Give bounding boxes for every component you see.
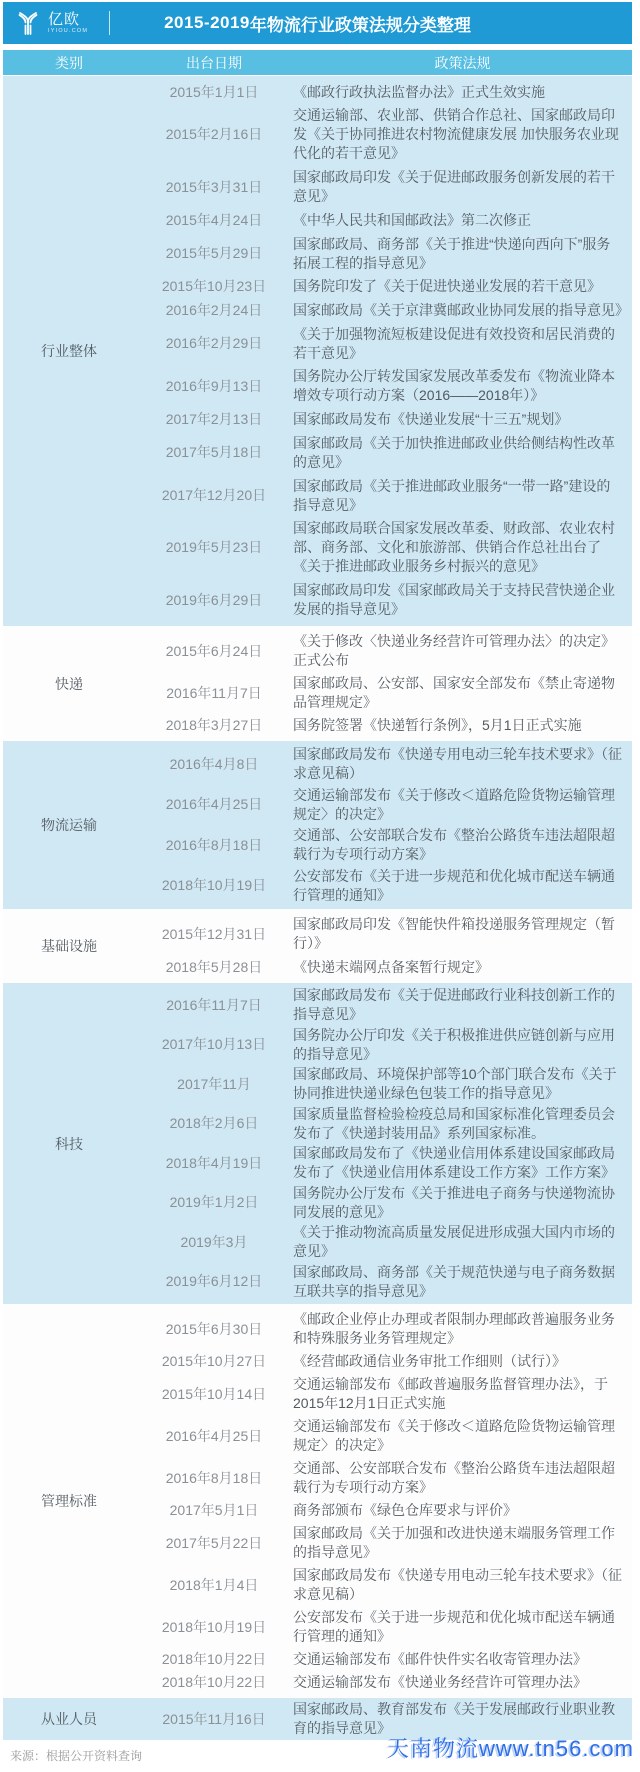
table-row xyxy=(135,826,632,864)
date-cell: 2018年10月22日 xyxy=(161,1674,267,1690)
date-cell: 2016年8月18日 xyxy=(165,836,263,853)
table-row xyxy=(135,519,632,576)
date-cell: 2016年2月24日 xyxy=(165,302,263,319)
table-row xyxy=(135,1105,632,1143)
table-row xyxy=(135,106,632,163)
date-cell: 2016年2月29日 xyxy=(165,335,263,352)
date-cell: 2016年8月18日 xyxy=(165,1469,263,1486)
date-cell: 2015年2月16日 xyxy=(165,126,263,143)
table-row xyxy=(135,1310,632,1348)
date-cell: 2015年3月31日 xyxy=(165,178,263,195)
policy-cell: 交通部、公安部联合发布《整治公路货车违法超限超载行为专项行动方案》 xyxy=(293,1460,615,1495)
date-cell: 2019年6月29日 xyxy=(165,591,263,608)
date-cell: 2018年10月19日 xyxy=(161,877,267,894)
table-row xyxy=(135,1352,632,1371)
policy-cell: 《邮政企业停止办理或者限制办理邮政普遍服务业务和特殊服务业务管理规定》 xyxy=(293,1311,615,1346)
policy-cell: 交通部、公安部联合发布《整治公路货车违法超限超载行为专项行动方案》 xyxy=(293,827,615,863)
policy-cell: 《中华人民共和国邮政法》第二次修正 xyxy=(293,211,531,228)
table-row xyxy=(135,235,632,273)
table-row xyxy=(135,168,632,206)
date-cell: 2016年4月25日 xyxy=(165,1427,263,1444)
policy-cell: 国家邮政局、商务部《关于推进“快递向西向下”服务拓展工程的指导意见》 xyxy=(293,235,611,271)
policy-cell: 国务院签署《快递暂行条例》，5月1日正式实施 xyxy=(293,717,582,733)
yiou-logo xyxy=(15,10,110,36)
table-row xyxy=(135,83,632,102)
title-text: 年物流行业政策法规分类整理 xyxy=(249,15,471,35)
policy-cell: 国家邮政局印发《国家邮政局关于支持民营快递企业发展的指导意见》 xyxy=(293,582,615,618)
date-cell: 2015年12月31日 xyxy=(161,925,267,942)
category-section xyxy=(3,983,632,1304)
date-cell: 2016年4月25日 xyxy=(165,796,263,813)
policy-cell: 国家邮政局、商务部《关于规范快递与电子商务数据互联共享的指导意见》 xyxy=(293,1263,615,1299)
date-cell: 2018年4月19日 xyxy=(165,1154,263,1171)
policy-cell: 国家邮政局《关于加强和改进快递末端服务管理工作的指导意见》 xyxy=(293,1525,615,1560)
column-header-date: 出台日期 xyxy=(186,54,242,71)
rows-container xyxy=(135,76,632,626)
date-cell: 2015年6月30日 xyxy=(165,1320,263,1337)
table-row xyxy=(135,367,632,405)
table-row xyxy=(135,1263,632,1301)
table-row xyxy=(135,1375,632,1413)
date-cell: 2019年6月12日 xyxy=(165,1273,263,1289)
date-cell: 2015年10月14日 xyxy=(161,1385,267,1402)
yiou-y-icon xyxy=(15,10,41,36)
logo-divider xyxy=(109,11,110,35)
date-cell: 2015年10月27日 xyxy=(161,1353,267,1369)
table-row xyxy=(135,745,632,783)
rows-container xyxy=(135,626,632,741)
policy-cell: 国家邮政局《关于京津冀邮政业协同发展的指导意见》 xyxy=(293,302,629,319)
policy-cell: 交通运输部发布《关于修改＜道路危险货物运输管理规定〉的决定》 xyxy=(293,786,615,822)
policy-cell: 《快递末端网点备案暂行规定》 xyxy=(293,958,489,975)
date-cell: 2017年10月13日 xyxy=(161,1036,267,1053)
policy-cell: 交通运输部发布《邮政普遍服务监督管理办法》，于2015年12月1日正式实施 xyxy=(293,1376,608,1411)
policy-cell: 交通运输部、农业部、供销合作总社、国家邮政局印发《关于协同推进农村物流健康发展 加快服务农业现代化的若干意见》 xyxy=(293,107,619,162)
date-cell: 2017年5月1日 xyxy=(169,1502,259,1518)
date-cell: 2019年3月 xyxy=(180,1233,248,1250)
policy-cell: 国家邮政局发布《关于促进邮政行业科技创新工作的指导意见》 xyxy=(293,987,615,1023)
table-row xyxy=(135,1065,632,1103)
category-cell: 科技 xyxy=(55,1135,83,1152)
policy-cell: 国家邮政局《关于加快推进邮政业供给侧结构性改革的意见》 xyxy=(293,434,615,470)
policy-cell: 国家邮政局《关于推进邮政业服务“一带一路”建设的指导意见》 xyxy=(293,477,611,513)
date-cell: 2017年2月13日 xyxy=(165,411,263,428)
table-row xyxy=(135,867,632,905)
rows-container xyxy=(135,909,632,983)
policy-cell: 公安部发布《关于进一步规范和优化城市配送车辆通行管理的通知》 xyxy=(293,867,615,903)
policy-cell: 国务院办公厅转发国家发展改革委发布《物流业降本增效专项行动方案（2016——2018年）》 xyxy=(293,368,615,404)
date-cell: 2018年10月22日 xyxy=(161,1651,267,1667)
policy-cell: 交通运输部发布《关于修改＜道路危险货物运输管理规定〉的决定》 xyxy=(293,1418,615,1453)
table-row xyxy=(135,716,632,735)
table-row xyxy=(135,915,632,953)
rows-container xyxy=(135,983,632,1304)
date-cell: 2015年5月29日 xyxy=(165,245,263,262)
rows-container xyxy=(135,1304,632,1698)
category-cell: 快递 xyxy=(55,675,83,692)
policy-cell: 国务院印发了《关于促进快递业发展的若干意见》 xyxy=(293,278,601,295)
date-cell: 2017年5月22日 xyxy=(165,1534,263,1551)
date-cell: 2018年5月28日 xyxy=(165,958,263,975)
date-cell: 2017年5月18日 xyxy=(165,444,263,461)
table-row xyxy=(135,211,632,230)
policy-cell: 国家邮政局发布《快递专用电动三轮车技术要求》（征求意见稿） xyxy=(293,746,622,782)
date-cell: 2016年11月7日 xyxy=(166,684,262,701)
column-header-row xyxy=(3,50,632,75)
logo-subtext: IYIOU.COM xyxy=(48,27,89,34)
policy-cell: 国家邮政局、公安部、国家安全部发布《禁止寄递物品管理规定》 xyxy=(293,675,615,710)
source-note: 来源：根据公开资料查询 xyxy=(10,1749,143,1763)
table-row xyxy=(135,1026,632,1064)
column-header-policy: 政策法规 xyxy=(434,54,491,71)
table-row xyxy=(135,277,632,296)
table-row xyxy=(135,1184,632,1222)
title-year-range: 2015-2019 xyxy=(164,13,250,32)
table-row xyxy=(135,477,632,515)
category-section xyxy=(3,741,632,909)
policy-cell: 《关于修改〈快递业务经营许可管理办法〉的决定》正式公布 xyxy=(293,633,615,668)
policy-cell: 《关于推动物流高质量发展促进形成强大国内市场的意见》 xyxy=(293,1224,615,1260)
date-cell: 2018年1月4日 xyxy=(169,1576,259,1593)
rows-container xyxy=(135,741,632,909)
date-cell: 2016年4月8日 xyxy=(169,755,259,772)
date-cell: 2019年5月23日 xyxy=(165,539,263,556)
date-cell: 2018年3月27日 xyxy=(165,717,263,733)
policy-cell: 商务部颁布《绿色仓库要求与评价》 xyxy=(293,1502,517,1518)
policy-cell: 交通运输部发布《邮件快件实名收寄管理办法》 xyxy=(293,1651,587,1667)
category-section xyxy=(3,909,632,983)
table-row xyxy=(135,1144,632,1182)
logo-text: 亿欧 xyxy=(48,10,81,28)
category-section xyxy=(3,626,632,741)
table-row xyxy=(135,632,632,670)
table-row xyxy=(135,434,632,472)
policy-cell: 国家邮政局、环境保护部等10个部门联合发布《关于协同推进快递业绿色包装工作的指导意见》 xyxy=(293,1066,617,1102)
date-cell: 2018年10月19日 xyxy=(161,1618,267,1635)
category-section xyxy=(3,76,632,626)
date-cell: 2015年10月23日 xyxy=(161,278,267,295)
table-row xyxy=(135,301,632,320)
logo-text-block xyxy=(48,12,88,35)
policy-cell: 国家邮政局发布了《快递业信用体系建设国家邮政局发布了《快递业信用体系建设工作方案》工作方案》 xyxy=(293,1145,615,1181)
table-row xyxy=(135,1223,632,1261)
table-row xyxy=(135,1524,632,1562)
table-row xyxy=(135,958,632,977)
date-cell: 2016年9月13日 xyxy=(165,377,263,394)
category-section xyxy=(3,1304,632,1698)
category-cell: 从业人员 xyxy=(41,1711,97,1727)
category-cell: 基础设施 xyxy=(41,938,97,954)
table-row xyxy=(135,1608,632,1646)
policy-cell: 《关于加强物流短板建设促进有效投资和居民消费的若干意见》 xyxy=(293,325,615,361)
category-cell: 管理标准 xyxy=(41,1493,97,1509)
table-row xyxy=(135,1673,632,1692)
date-cell: 2018年2月6日 xyxy=(169,1115,259,1132)
policy-cell: 公安部发布《关于进一步规范和优化城市配送车辆通行管理的通知》 xyxy=(293,1609,615,1644)
table-row xyxy=(135,986,632,1024)
watermark: 天南物流www.tn56.com xyxy=(386,1736,634,1761)
table-row xyxy=(135,581,632,619)
date-cell: 2015年11月16日 xyxy=(162,1710,266,1727)
policy-cell: 国家质量监督检验检疫总局和国家标准化管理委员会发布了《快递封装用品》系列国家标准。 xyxy=(293,1105,615,1141)
category-cell: 物流运输 xyxy=(41,817,97,833)
policy-cell: 国家邮政局发布《快递专用电动三轮车技术要求》（征求意见稿） xyxy=(293,1567,622,1602)
policy-cell: 国家邮政局、教育部发布《关于发展邮政行业职业教育的指导意见》 xyxy=(293,1701,615,1736)
policy-cell: 国家邮政局印发《关于促进邮政服务创新发展的若干意见》 xyxy=(293,169,615,205)
column-header-category: 类别 xyxy=(55,54,83,71)
policy-cell: 国务院办公厅发布《关于推进电子商务与快递物流协同发展的意见》 xyxy=(293,1184,615,1220)
table-row xyxy=(135,1417,632,1455)
policy-cell: 国家邮政局联合国家发展改革委、财政部、农业农村部、商务部、文化和旅游部、供销合作总社出台了《关于推进邮政业服务乡村振兴的意见》 xyxy=(293,520,615,575)
table-row xyxy=(135,325,632,363)
date-cell: 2017年12月20日 xyxy=(161,487,267,504)
table-row xyxy=(135,1566,632,1604)
table-row xyxy=(135,674,632,712)
policy-cell: 《邮政行政执法监督办法》正式生效实施 xyxy=(293,83,545,100)
table-row xyxy=(135,1650,632,1669)
policy-cell: 国务院办公厅印发《关于积极推进供应链创新与应用的指导意见》 xyxy=(293,1026,615,1062)
date-cell: 2017年11月 xyxy=(177,1075,251,1092)
table-row xyxy=(135,786,632,824)
table-row xyxy=(135,1459,632,1497)
category-cell: 行业整体 xyxy=(41,343,97,359)
policy-cell: 交通运输部发布《快递业务经营许可管理办法》 xyxy=(293,1674,587,1690)
date-cell: 2015年1月1日 xyxy=(169,83,259,100)
policy-cell: 国家邮政局印发《智能快件箱投递服务管理规定（暂行）》 xyxy=(293,916,615,952)
date-cell: 2019年1月2日 xyxy=(169,1194,259,1211)
table-row xyxy=(135,1501,632,1520)
table-body xyxy=(3,76,632,1740)
policy-cell: 国家邮政局发布《快递业发展“十三五”规划》 xyxy=(293,411,569,428)
date-cell: 2015年4月24日 xyxy=(165,211,263,228)
date-cell: 2015年6月24日 xyxy=(165,642,263,659)
policy-cell: 《经营邮政通信业务审批工作细则（试行）》 xyxy=(293,1353,566,1369)
header-bar xyxy=(3,2,632,44)
date-cell: 2016年11月7日 xyxy=(166,996,262,1013)
table-row xyxy=(135,410,632,429)
